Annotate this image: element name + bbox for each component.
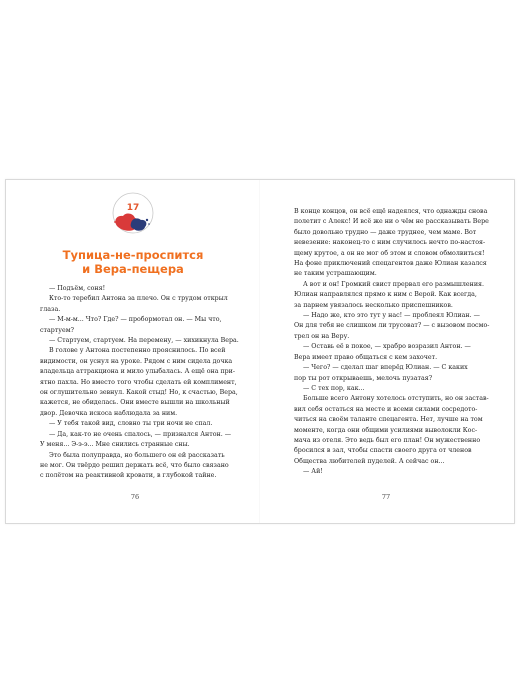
book-spread [5, 179, 515, 524]
text-line: щему крутое, а он не мог об этом и словом обмолвиться! [294, 249, 485, 257]
text-line: Больше всего Антону хотелось отступить, но он застав- [303, 395, 489, 403]
text-line: Он для тебя не слишком ли трусоват? — с вызовом посмо- [294, 322, 490, 330]
page-number: 77 [381, 493, 391, 501]
text-line: ятно пахла. Но вместо того чтобы сделать ей комплимент, [40, 378, 237, 386]
text-line: — Подъём, соня! [49, 285, 106, 292]
text-line: — Надо же, кто это тут у нас! — проблеял Юлиан. — [303, 312, 480, 320]
right-page [260, 180, 514, 523]
chapter-badge-illustration [103, 190, 163, 246]
splatter-dot [114, 221, 116, 223]
text-line: видимости, он уснул на уроке. Рядом с ним сидела дочка [40, 357, 233, 365]
text-line: владельца аттракциона и мило улыбалась. А ещё она при- [40, 368, 236, 376]
text-line: А вот и он! Громкий свист прервал его размышления. [303, 280, 484, 288]
text-line: бросился в зал, чтобы спасти своего друга от членов [294, 447, 472, 455]
text-line: стартуем? [40, 326, 74, 334]
chapter-number: 17 [126, 203, 140, 213]
text-line: за парнем увязалось несколько приспешников. [294, 301, 453, 309]
text-line: было довольно трудно — даже труднее, чем маме. Вот [294, 228, 477, 236]
text-line: У меня... Э-э-э... Мне снились странные сны. [40, 441, 190, 449]
text-line: — М-м-м... Что? Где? — пробормотал он. — Мы что, [49, 316, 222, 324]
text-line: невезение: наконец-то с ним случилось нечто по-настоя- [294, 239, 486, 247]
text-line: — Да, как-то не очень спалось, — признался Антон. — [49, 430, 232, 438]
text-line: В конце концов, он всё ещё надеялся, что однажды снова [294, 208, 488, 215]
text-line: трел он на Веру. [294, 332, 350, 340]
text-line: — У тебя такой вид, словно ты три ночи не спал. [49, 420, 213, 428]
left-page [6, 180, 260, 523]
text-line: не мог. Он твёрдо решил держать всё, что было связано [40, 461, 229, 469]
text-line: Вера имеет право общаться с кем захочет. [294, 353, 438, 361]
page-number: 76 [130, 493, 140, 501]
text-line: Кто-то теребил Антона за плечо. Он с трудом открыл [49, 295, 228, 303]
text-line: На фоне приключений спецагентов даже Юлиан казался [294, 260, 487, 268]
chapter-heading [6, 190, 260, 276]
text-line: — С тех пор, как... [303, 384, 365, 392]
text-line: он оглушительно зевнул. Какой стыд! Но, к счастью, Вера, [40, 389, 238, 397]
text-line: Общества любителей пуделей. А сейчас он... [294, 457, 445, 465]
splatter-dot [146, 219, 148, 221]
text-line: пор ты рот открываешь, мелочь пузатая? [294, 374, 433, 382]
text-line: — Чего? — сделал шаг вперёд Юлиан. — С каких [303, 364, 468, 372]
text-line: — Ай! [303, 468, 323, 476]
text-line: Юлиан направлялся прямо к ним с Верой. Как всегда, [294, 291, 477, 299]
text-line: — Стартуем, стартуем. На перемену, — хихикнула Вера. [49, 337, 239, 345]
text-line: полетит с Алекс! И всё же ни о чём не рассказывать Вере [294, 218, 489, 226]
text-line: читься на своём таланте спецагента. Нет, лучше на том [294, 416, 483, 424]
text-line: двор. Девочка искоса наблюдала за ним. [40, 409, 178, 417]
chapter-title-line: и Вера-пещера [82, 262, 184, 276]
left-page-body-text [40, 284, 239, 482]
splatter-dot [148, 223, 150, 225]
chapter-title [6, 248, 260, 276]
text-line: мача из отеля. Это ведь был его план! Он мужественно [294, 436, 481, 444]
chapter-title-line: Тупица-не-проспится [62, 248, 204, 262]
chapter-badge [103, 190, 163, 246]
text-line: не таким устрашающим. [294, 270, 377, 278]
text-line: В голове у Антона постепенно прояснилось. По всей [49, 347, 226, 355]
text-line: вил себя остаться на месте и всеми силами сосредото- [294, 405, 478, 413]
text-line: глаза. [40, 305, 61, 313]
right-page-body-text [294, 207, 488, 478]
text-line: с полётом на реактивной кровати, в глубокой тайне. [40, 472, 217, 480]
text-line: моменте, когда они общими усилиями выволокли Кос- [294, 426, 478, 434]
text-line: — Оставь её в покое, — храбро возразил Антон. — [303, 343, 471, 351]
text-line: Это была полуправда, но большего он ей рассказать [49, 451, 225, 459]
text-line: кажется, не обиделась. Они вместе вышли на школьный [40, 399, 230, 407]
